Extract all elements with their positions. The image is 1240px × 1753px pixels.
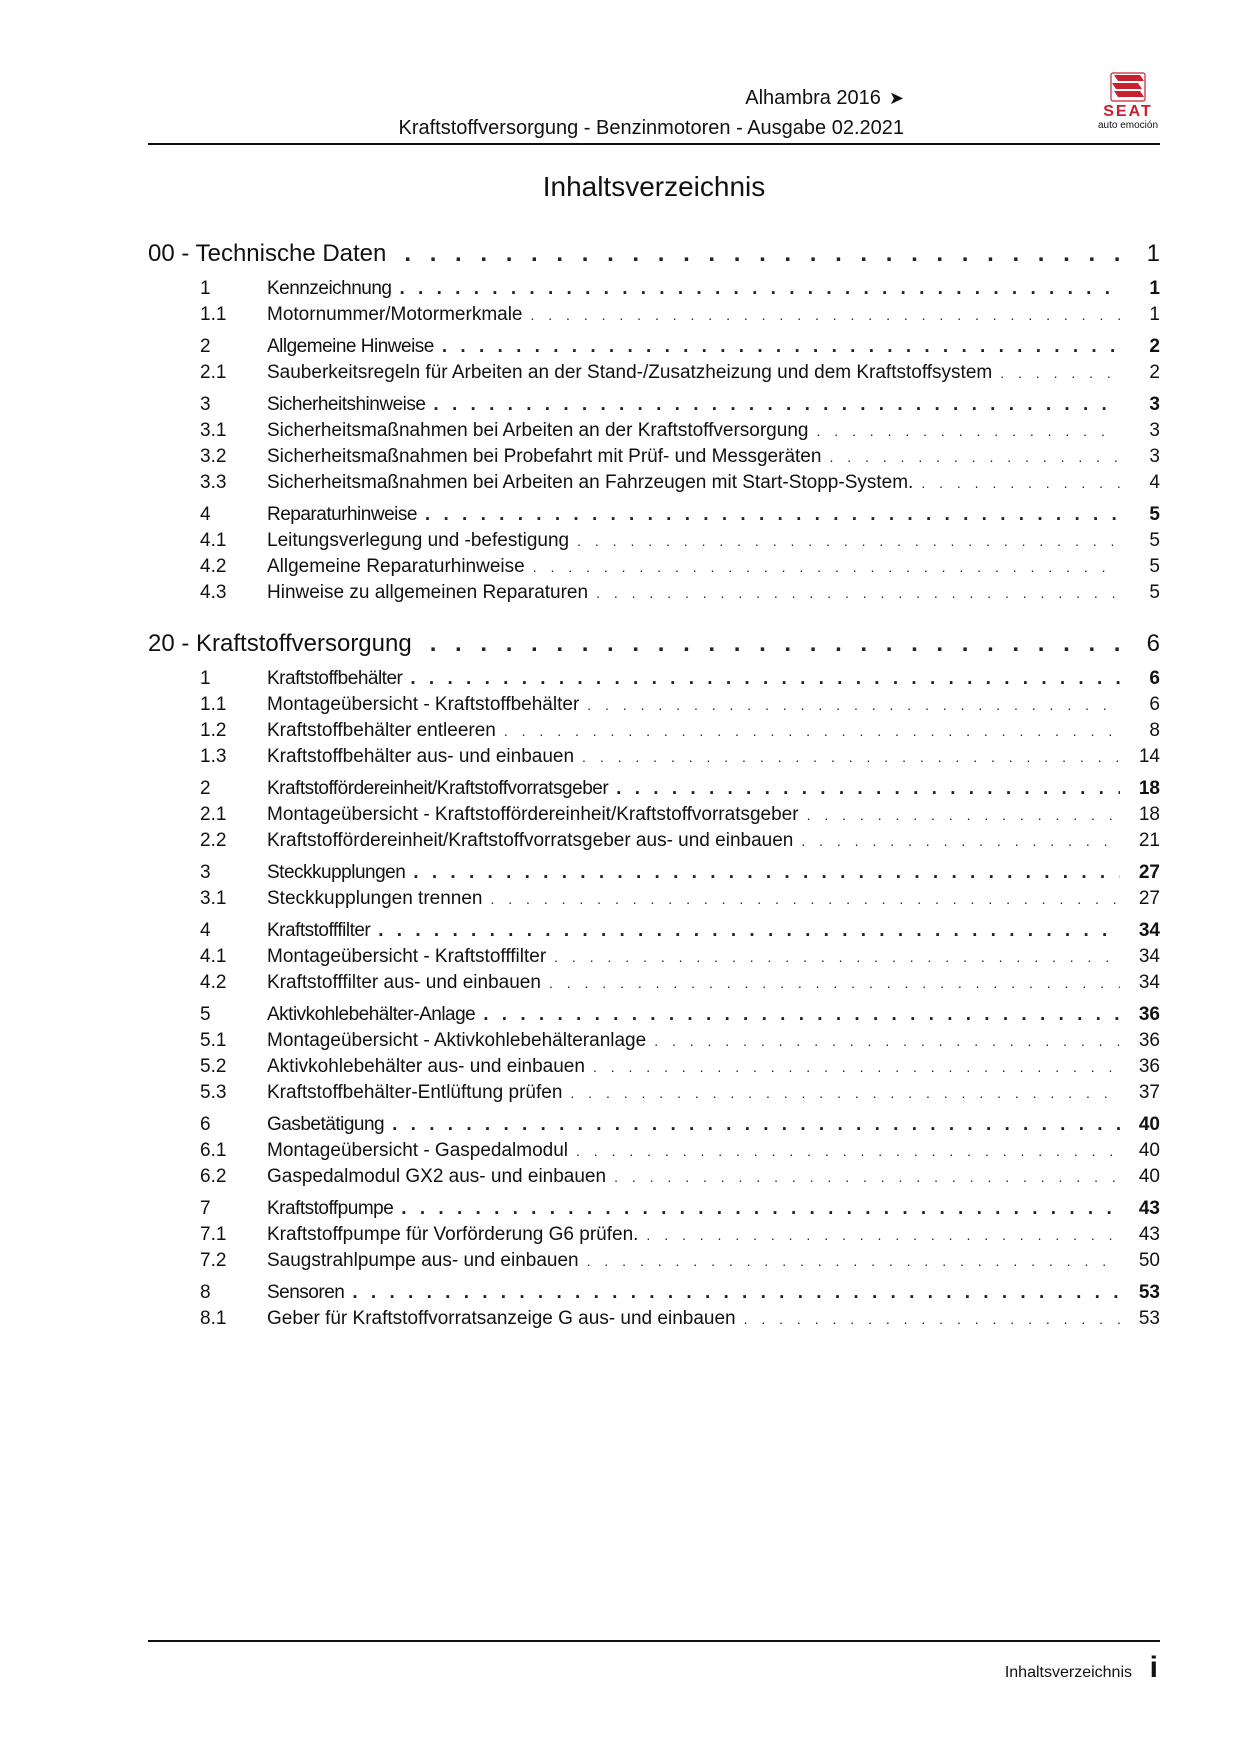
toc-entry-page: 27 <box>1138 888 1160 909</box>
toc-entry-page: 34 <box>1138 972 1160 993</box>
dot-leader <box>616 776 1120 802</box>
header-model: Alhambra 2016 ➤ <box>745 87 904 109</box>
toc-entry-number: 2.1 <box>200 804 227 825</box>
dot-leader <box>404 238 1120 270</box>
dot-leader <box>921 470 1120 496</box>
dot-leader <box>577 528 1120 554</box>
toc-entry-page: 40 <box>1138 1166 1160 1187</box>
toc-entry-page: 37 <box>1138 1082 1160 1103</box>
logo-tagline: auto emoción <box>1097 120 1159 131</box>
toc-entry-label: Kennzeichnung <box>267 278 392 299</box>
toc-entry-label: Sicherheitsmaßnahmen bei Arbeiten an Fahrzeugen mit Start-Stopp-System. <box>267 472 914 493</box>
toc-entry-page: 14 <box>1138 746 1160 767</box>
dot-leader <box>433 392 1120 418</box>
toc-entry-label: Aktivkohlebehälter-Anlage <box>267 1004 476 1025</box>
toc-entry-page: 8 <box>1149 720 1160 741</box>
toc-subsection[interactable] <box>148 1054 1160 1080</box>
dot-leader <box>576 1138 1120 1164</box>
toc-subsection[interactable] <box>148 444 1160 470</box>
toc-entry-page: 1 <box>1149 278 1160 299</box>
toc-subsection[interactable] <box>148 580 1160 606</box>
dot-leader <box>378 918 1120 944</box>
toc-entry-number: 4.1 <box>200 946 227 967</box>
toc-chapter[interactable] <box>148 628 1160 660</box>
dot-leader <box>483 1002 1120 1028</box>
toc-entry-page: 18 <box>1138 804 1160 825</box>
toc-subsection[interactable] <box>148 692 1160 718</box>
toc-entry-label: Kraftstoffbehälter entleeren <box>267 720 496 741</box>
toc-entry-label: Sicherheitsmaßnahmen bei Probefahrt mit Prüf- und Messgeräten <box>267 446 822 467</box>
toc-entry-number: 3.3 <box>200 472 227 493</box>
toc-entry-page: 40 <box>1138 1114 1160 1135</box>
toc-chapter[interactable] <box>148 238 1160 270</box>
toc-entry-page: 1 <box>1146 240 1160 267</box>
toc-entry-page: 27 <box>1138 862 1160 883</box>
toc-subsection[interactable] <box>148 944 1160 970</box>
toc-subsection[interactable] <box>148 970 1160 996</box>
toc-entry-number: 4 <box>200 920 211 941</box>
toc-entry-number: 2.2 <box>200 830 227 851</box>
dot-leader <box>533 554 1120 580</box>
toc-entry-label: Steckkupplungen <box>267 862 406 883</box>
toc-entry-label: Kraftstoffpumpe für Vorförderung G6 prüfen. <box>267 1224 639 1245</box>
dot-leader <box>587 1248 1120 1274</box>
toc-entry-number: 1 <box>200 278 211 299</box>
toc-section[interactable] <box>148 1196 1160 1222</box>
seat-s-emblem-icon <box>1088 72 1168 106</box>
toc-entry-page: 3 <box>1149 394 1160 415</box>
toc-entry-page: 6 <box>1146 630 1160 657</box>
toc-entry-label: Kraftstofffilter aus- und einbauen <box>267 972 541 993</box>
dot-leader <box>816 418 1120 444</box>
toc-subsection[interactable] <box>148 1080 1160 1106</box>
toc-entry-label: Kraftstoffördereinheit/Kraftstoffvorratsgeber <box>267 778 609 799</box>
toc-entry-label: Reparaturhinweise <box>267 504 417 525</box>
toc-subsection[interactable] <box>148 1138 1160 1164</box>
toc-entry-page: 34 <box>1138 920 1160 941</box>
toc-entry-page: 5 <box>1149 582 1160 603</box>
toc-subsection[interactable] <box>148 302 1160 328</box>
toc-subsection[interactable] <box>148 1028 1160 1054</box>
toc-entry-label: Steckkupplungen trennen <box>267 888 483 909</box>
toc-entry-label: Montageübersicht - Kraftstoffbehälter <box>267 694 580 715</box>
dot-leader <box>807 802 1120 828</box>
toc-subsection[interactable] <box>148 1248 1160 1274</box>
dot-leader <box>413 860 1120 886</box>
toc-entry-label: Gasbetätigung <box>267 1114 385 1135</box>
toc-section[interactable] <box>148 860 1160 886</box>
toc-entry-number: 6.1 <box>200 1140 227 1161</box>
toc-entry-number: 5 <box>200 1004 211 1025</box>
toc-entry-number: 1.3 <box>200 746 227 767</box>
header-subtitle: Kraftstoffversorgung - Benzinmotoren - Ausgabe 02.2021 <box>398 117 904 139</box>
toc-entry-number: 3.2 <box>200 446 227 467</box>
dot-leader <box>504 718 1120 744</box>
dot-leader <box>425 502 1120 528</box>
toc-entry-page: 6 <box>1149 694 1160 715</box>
toc-entry-number: 7 <box>200 1198 211 1219</box>
logo-brand: SEAT <box>1103 103 1153 120</box>
toc-entry-label: Montageübersicht - Kraftstofffilter <box>267 946 547 967</box>
toc-entry-page: 18 <box>1138 778 1160 799</box>
toc-entry-label: Kraftstoffbehälter-Entlüftung prüfen <box>267 1082 563 1103</box>
toc-section[interactable] <box>148 666 1160 692</box>
toc-entry-number: 1.1 <box>200 694 227 715</box>
toc-entry-label: Motornummer/Motormerkmale <box>267 304 523 325</box>
toc-entry-page: 53 <box>1138 1282 1160 1303</box>
toc-entry-label: Kraftstofffilter <box>267 920 371 941</box>
footer-label: Inhaltsverzeichnis <box>1004 1664 1132 1681</box>
toc-entry-number: 3.1 <box>200 420 227 441</box>
toc-entry-page: 34 <box>1138 946 1160 967</box>
toc-subsection[interactable] <box>148 802 1160 828</box>
toc-entry-number: 3.1 <box>200 888 227 909</box>
toc-entry-label: Aktivkohlebehälter aus- und einbauen <box>267 1056 585 1077</box>
toc-entry-label: 00 - Technische Daten <box>148 240 387 267</box>
footer-page-number: i <box>1149 1651 1158 1684</box>
toc-entry-page: 5 <box>1149 504 1160 525</box>
toc-subsection[interactable] <box>148 470 1160 496</box>
toc-section[interactable] <box>148 1280 1160 1306</box>
toc-section[interactable] <box>148 276 1160 302</box>
toc-entry-page: 40 <box>1138 1140 1160 1161</box>
dot-leader <box>829 444 1120 470</box>
toc-section[interactable] <box>148 502 1160 528</box>
toc-entry-number: 3 <box>200 862 211 883</box>
toc-entry-label: Kraftstoffbehälter aus- und einbauen <box>267 746 575 767</box>
toc-entry-label: Leitungsverlegung und -befestigung <box>267 530 570 551</box>
toc-entry-page: 36 <box>1138 1004 1160 1025</box>
toc-entry-number: 4.3 <box>200 582 227 603</box>
toc-entry-number: 7.1 <box>200 1224 227 1245</box>
toc-entry-number: 4.2 <box>200 556 227 577</box>
toc-entry-number: 4.1 <box>200 530 227 551</box>
toc-entry-page: 21 <box>1138 830 1160 851</box>
toc-entry-page: 50 <box>1138 1250 1160 1271</box>
toc-entry-page: 6 <box>1149 668 1160 689</box>
toc-entry-page: 36 <box>1138 1056 1160 1077</box>
toc-entry-label: Gaspedalmodul GX2 aus- und einbauen <box>267 1166 607 1187</box>
toc-subsection[interactable] <box>148 418 1160 444</box>
dot-leader <box>593 1054 1120 1080</box>
toc-entry-label: Sensoren <box>267 1282 345 1303</box>
toc-entry-number: 5.2 <box>200 1056 227 1077</box>
toc-subsection[interactable] <box>148 1222 1160 1248</box>
toc-entry-label: Geber für Kraftstoffvorratsanzeige G aus- und einbauen <box>267 1308 736 1329</box>
toc-subsection[interactable] <box>148 554 1160 580</box>
page-title: Inhaltsverzeichnis <box>542 171 766 202</box>
toc-entry-number: 1 <box>200 668 211 689</box>
toc-entry-number: 5.3 <box>200 1082 227 1103</box>
toc-entry-page: 43 <box>1138 1198 1160 1219</box>
toc-entry-page: 5 <box>1149 556 1160 577</box>
dot-leader <box>401 1196 1120 1222</box>
toc-entry-page: 3 <box>1149 420 1160 441</box>
toc-entry-number: 6.2 <box>200 1166 227 1187</box>
toc-subsection[interactable] <box>148 528 1160 554</box>
dot-leader <box>646 1222 1120 1248</box>
toc-entry-number: 2.1 <box>200 362 227 383</box>
dot-leader <box>801 828 1120 854</box>
header-divider <box>148 143 1160 145</box>
toc-entry-number: 2 <box>200 778 211 799</box>
toc-entry-page: 2 <box>1149 336 1160 357</box>
dot-leader <box>400 276 1121 302</box>
toc-entry-page: 36 <box>1138 1030 1160 1051</box>
toc-entry-page: 43 <box>1138 1224 1160 1245</box>
toc-entry-label: Hinweise zu allgemeinen Reparaturen <box>267 582 589 603</box>
toc-entry-label: Montageübersicht - Gaspedalmodul <box>267 1140 569 1161</box>
toc-chapter-block <box>148 628 1160 1332</box>
footer-divider <box>148 1640 1160 1642</box>
dot-leader <box>410 666 1120 692</box>
toc-entry-page: 2 <box>1149 362 1160 383</box>
toc-entry-number: 2 <box>200 336 211 357</box>
toc-entry-label: Sicherheitshinweise <box>267 394 426 415</box>
toc-subsection[interactable] <box>148 744 1160 770</box>
toc-entry-number: 1.1 <box>200 304 227 325</box>
toc-entry-label: Kraftstoffpumpe <box>267 1198 394 1219</box>
toc-entry-page: 5 <box>1149 530 1160 551</box>
toc-entry-label: Sauberkeitsregeln für Arbeiten an der Stand-/Zusatzheizung und dem Kraftstoffsystem <box>267 362 993 383</box>
toc-section[interactable] <box>148 1002 1160 1028</box>
toc-entry-number: 6 <box>200 1114 211 1135</box>
dot-leader <box>392 1112 1120 1138</box>
dot-leader <box>654 1028 1120 1054</box>
dot-leader <box>352 1280 1120 1306</box>
toc-entry-label: Sicherheitsmaßnahmen bei Arbeiten an der Kraftstoffversorgung <box>267 420 809 441</box>
toc-entry-page: 3 <box>1149 446 1160 467</box>
toc-subsection[interactable] <box>148 1164 1160 1190</box>
dot-leader <box>1000 360 1120 386</box>
dot-leader <box>596 580 1120 606</box>
table-of-contents <box>148 238 1160 1354</box>
toc-entry-page: 53 <box>1138 1308 1160 1329</box>
toc-entry-label: Kraftstoffbehälter <box>267 668 403 689</box>
toc-section[interactable] <box>148 1112 1160 1138</box>
toc-entry-label: Saugstrahlpumpe aus- und einbauen <box>267 1250 579 1271</box>
toc-subsection[interactable] <box>148 886 1160 912</box>
dot-leader <box>570 1080 1120 1106</box>
toc-entry-number: 8.1 <box>200 1308 227 1329</box>
dot-leader <box>491 886 1121 912</box>
toc-section[interactable] <box>148 392 1160 418</box>
toc-subsection[interactable] <box>148 718 1160 744</box>
toc-entry-label: Montageübersicht - Aktivkohlebehälteranlage <box>267 1030 647 1051</box>
dot-leader <box>430 628 1120 660</box>
toc-entry-number: 8 <box>200 1282 211 1303</box>
toc-entry-label: Allgemeine Reparaturhinweise <box>267 556 525 577</box>
toc-entry-page: 4 <box>1149 472 1160 493</box>
toc-entry-label: 20 - Kraftstoffversorgung <box>148 630 412 657</box>
dot-leader <box>549 970 1120 996</box>
toc-entry-page: 1 <box>1149 304 1160 325</box>
toc-entry-number: 4 <box>200 504 211 525</box>
toc-chapter-block <box>148 238 1160 606</box>
dot-leader <box>587 692 1120 718</box>
dot-leader <box>582 744 1120 770</box>
toc-entry-label: Allgemeine Hinweise <box>267 336 434 357</box>
toc-subsection[interactable] <box>148 1306 1160 1332</box>
toc-section[interactable] <box>148 334 1160 360</box>
toc-entry-label: Kraftstoffördereinheit/Kraftstoffvorratsgeber aus- und einbauen <box>267 830 794 851</box>
dot-leader <box>554 944 1120 970</box>
toc-entry-number: 1.2 <box>200 720 227 741</box>
toc-entry-number: 4.2 <box>200 972 227 993</box>
toc-entry-label: Montageübersicht - Kraftstoffördereinheit/Kraftstoffvorratsgeber <box>267 804 799 825</box>
dot-leader <box>442 334 1120 360</box>
toc-section[interactable] <box>148 918 1160 944</box>
toc-entry-number: 7.2 <box>200 1250 227 1271</box>
dot-leader <box>614 1164 1120 1190</box>
toc-entry-number: 5.1 <box>200 1030 227 1051</box>
arrow-right-icon: ➤ <box>888 88 904 108</box>
toc-section[interactable] <box>148 776 1160 802</box>
page-header <box>148 86 1072 144</box>
toc-subsection[interactable] <box>148 828 1160 854</box>
toc-entry-number: 3 <box>200 394 211 415</box>
toc-subsection[interactable] <box>148 360 1160 386</box>
dot-leader <box>744 1306 1120 1332</box>
dot-leader <box>531 302 1121 328</box>
seat-logo <box>1088 72 1168 132</box>
